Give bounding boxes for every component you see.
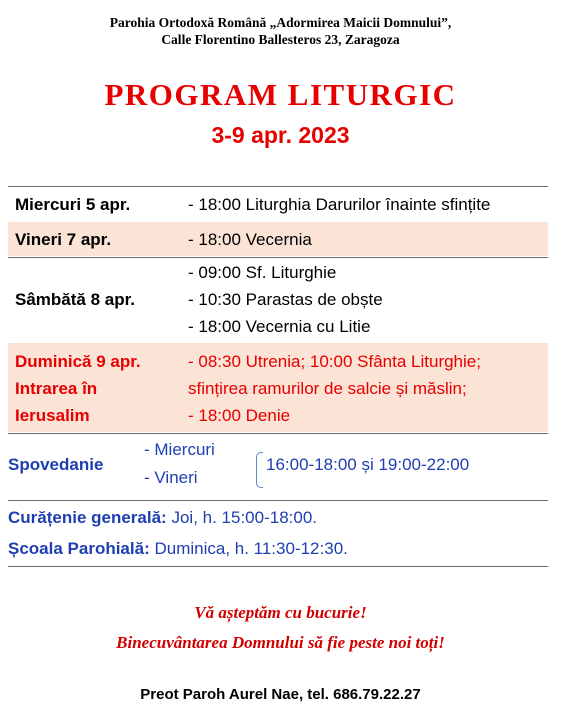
service-item: - 08:30 Utrenia; 10:00 Sfânta Liturghie;	[188, 352, 481, 371]
feast-name: Ierusalim	[15, 406, 90, 425]
day-label: Miercuri 5 apr.	[15, 195, 131, 214]
closing-blessing: Binecuvântarea Domnului să fie peste noi toți!	[116, 633, 445, 652]
brace-icon	[256, 452, 263, 488]
parish-name: Parohia Ortodoxă Română „Adormirea Maicii Domnului”,	[109, 15, 452, 30]
school-line	[8, 537, 348, 561]
service-item: - 18:00 Vecernia	[188, 230, 312, 249]
day-label: Duminică 9 apr.	[15, 352, 141, 371]
cleaning-line	[8, 506, 317, 530]
day-label: Sâmbătă 8 apr.	[15, 290, 136, 309]
table-row	[8, 189, 548, 219]
service-item: sfințirea ramurilor de salcie și măslin;	[188, 379, 467, 398]
service-item: - 10:30 Parastas de obște	[188, 290, 383, 309]
day-label: Vineri 7 apr.	[15, 230, 112, 249]
service-item: - 18:00 Vecernia cu Litie	[188, 317, 371, 336]
date-range: 3-9 apr. 2023	[211, 122, 350, 148]
page-title: PROGRAM LITURGIC	[104, 77, 457, 112]
cleaning-label: Curățenie generală:	[8, 508, 167, 527]
confession-day: - Miercuri	[144, 440, 215, 459]
school-value: Duminica, h. 11:30-12:30.	[149, 539, 348, 558]
row-divider	[8, 500, 548, 501]
service-item: - 18:00 Liturghia Darurilor înainte sfințite	[188, 195, 491, 214]
parish-address: Calle Florentino Ballesteros 23, Zaragoza	[161, 32, 400, 47]
table-row	[8, 258, 548, 342]
feast-name: Intrarea în	[15, 379, 98, 398]
service-item: - 18:00 Denie	[188, 406, 291, 425]
table-row	[8, 343, 548, 432]
service-item: - 09:00 Sf. Liturghie	[188, 263, 337, 282]
confession-label: Spovedanie	[8, 455, 104, 474]
table-row	[8, 222, 548, 256]
row-divider	[8, 433, 548, 434]
table-bottom-rule	[8, 566, 548, 567]
confession-day: - Vineri	[144, 468, 198, 487]
table-top-rule	[8, 186, 548, 187]
closing-greeting: Vă așteptăm cu bucurie!	[194, 603, 367, 622]
cleaning-value: Joi, h. 15:00-18:00.	[166, 508, 318, 527]
parish-header	[0, 14, 561, 48]
confession-hours: 16:00-18:00 și 19:00-22:00	[266, 455, 470, 474]
priest-signature: Preot Paroh Aurel Nae, tel. 686.79.22.27	[140, 686, 421, 703]
school-label: Școala Parohială:	[8, 539, 150, 558]
